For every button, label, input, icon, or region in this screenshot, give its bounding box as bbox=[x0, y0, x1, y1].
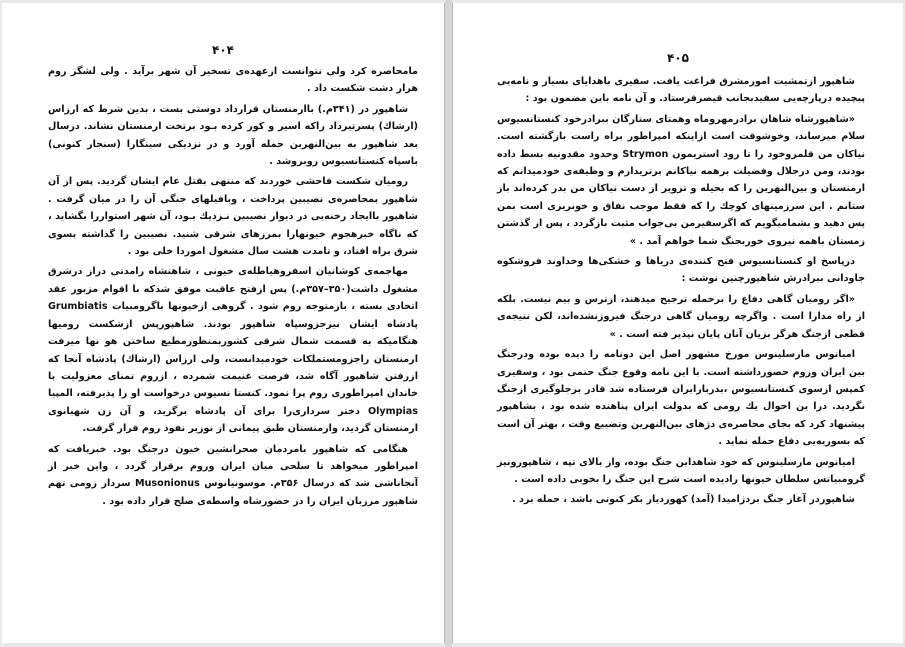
paragraph: شاهپوردر آغاز جنگ بردژامیدا (آمد) کهوردیار بکر کنونی باشد ، حمله برد . bbox=[512, 494, 855, 506]
page-number-left: ۴۰۴ bbox=[212, 43, 234, 57]
paragraph: شاهپور ازتمشیت امورمشرق فراغت یافت. سفیری باهدایای بسیار و نامه‌یی پیچیده درپارچه‌یی سفیدبجانب قیصرفرستاد. و آن نامه باین مضمون بود : bbox=[497, 76, 865, 105]
page-number-right: ۴۰۵ bbox=[667, 51, 689, 65]
paragraph: امیانوس مارسلینوس که خود شاهداین جنگ بوده، واز بالای تپه ، شاهپورونیز گرومبیاتس سلطان خیونها رادیده است شرح این جنگ را بخوبی داده است . bbox=[497, 456, 865, 485]
paragraph: درپاسخ او کنستانسیوس فتح کننده‌ی دریاها و خشکی‌ها وخداوند فروشکوه جاودانی ببرادرش شاهپورچنین نوشت : bbox=[497, 256, 865, 285]
paragraph: امیانوس مارسلینوس مورخ مشهور اصل این دونامه را دیده بوده ودرجنگ بین ایران وروم حضورداشته است. با این نامه وقوع جنگ حتمی بود ، وسفیری کمپس ازسوی کنستانسیوس ،بدربارایران فرستاده شد قادر برجلوگیری ازجنگ نگردید. درا ین احوال یك رومی که بدولت ایران پناهنده شده بود ، بشاهپور پیشنهاد کرد که بجای محاصره‌ی دژهای بین‌النهرین وتضییع وقت ، بهتر آن است که بسوریه‌یی دفاع حمله نماید . bbox=[497, 349, 865, 448]
left-page-text bbox=[48, 63, 418, 513]
right-page bbox=[452, 3, 903, 643]
left-page bbox=[2, 3, 445, 643]
paragraph: مهاجمه‌ی کوشانیان اسفروهیاطله‌ی خیونی ، شاهنشاه رامدتی دراز درشرق مشغول داشت(۳۵۰–۳۵۷م.) پس ازفتح عاقبت موفق شدکه با اقوام مزبور عقد اتحادی بسته ، بازمتوجه روم شود . گروهی ازخیونها باگرومبیات Grumbiatis پادشاه ایشان نیزجزوسپاه شاهپور بودند. شاهپورپس ازشکست رومیها هنگامیکه به قسمت شمال شرقی کشوربمنظورمطیع ساختن هو نها میرفت ارمنستان راجزومستملکات خودمیدانست، ولی ارزاس (ارشاك) پادشاه آنجا که ازرفتن شاهپور آگاه شد، فرصت غنیمت شمرده ، ازروم تمنای معزولیت با خاندان امپراطوری روم پرا نمود. کنستا نسیوس درخواست او را پذیرفته، المپیا Olympias دختر سرداری‌را برای آن پادشاه برگزید، و آن زن شهبانوی ارمنستان گردید، وارمنستان طبق پیمانی از نوزیر نفوذ روم قرار گرفت. bbox=[48, 266, 418, 435]
right-page-text bbox=[497, 73, 865, 512]
paragraph: «شاهپورشاه شاهان برادرمهروماه وهمتای ستارگان ببرادرخود کنستانسیوس سلام میرساند، وخوشوقت است ازاینکه امپراطور براه راست بازگشته است. نیاکان من قلمروخود را تا رود استریمون Strymon وحدود مقدونیه بسط داده بودند، ومن درجلال وفضیلت برهمه نیاکانم برتریدارم و وظیفه‌ی خودمیدانم که ارمنستان و بین‌النهرین را که بحیله و تزویر از دست نیاکان من بدر کرده‌اند باز ستانم . این سرزمینهای کوچك را که فقط موجب نفاق و خونریزی است بمن پس دهید و بشمامیگویم که اگرسفیرمن بی‌جواب مثبت بازگردد ، پس از گذشتن زمستان باهمه نیروی خوربجنگ شما خواهم آمد . » bbox=[497, 113, 865, 247]
paragraph: رومیان شکست فاحشی خوردند که منتهی بقتل عام ایشان گردید. پس از آن شاهپور بمحاصره‌ی نصیبین پرداخت ، وبافیلهای جنگی آن را در میان گرفت . شاهپور باایجاد رخنه‌یی در دیوار نصیبین نـزدیك بـود، آن شهر استواررا بگشاید ، که ناگاه خبرهجوم خیونهارا بمرزهای شرقی شنید. نصیبین را گذاشته بسوی شرق براه افتاد، و تامدت هشت سال مشغول اموردا خلی بود . bbox=[48, 176, 418, 258]
paragraph: «اگر رومیان گاهی دفاع را برحمله ترجیح میدهند، ازترس و بیم نیست. بلکه از راه مدارا است . واگرچه رومیان گاهی درجنگ فیروزنشده‌اند، لکن نتیجه‌ی قطعی ازجنگ هرگز بزیان آنان پایان نپذیر فته است . » bbox=[497, 293, 865, 340]
paragraph: هنگامی که شاهپور بامردمان صحرانشین خیون درجنگ بود. خبریافت که امپراطور میخواهد تا سلحی میان ایران وروم برقرار گردد ، واین خبر از آنجاناشی شد که درسال ۳۵۶م. موسونیانوس Musonionus سردار رومی تهم شاهپور مرزبان ایران را در حضورشاه واسطه‌ی صلح قرار داده بود . bbox=[48, 443, 419, 507]
book-gutter bbox=[445, 0, 452, 647]
paragraph: شاهپور در (۳۴۱م.) باارمنستان قرارداد دوستی بست ، بدین شرط که ارزاس (ارشاك) پسرتیرداد راکه اسیر و کور کرده بـود برتخت ارمنستان نشاند. درسال بعد شاهپور به بین‌النهرین حمله آورد و در نزدیکی سینگارا (سنجار کنونی) باسپاه کنستانسیوس روبروشد . bbox=[48, 103, 418, 168]
paragraph: مامحاصره کرد ولی نتوانست ازعهده‌ی تسخیر آن شهر برآید . ولی لشگر روم هرار دشت شکست داد . bbox=[48, 66, 418, 95]
